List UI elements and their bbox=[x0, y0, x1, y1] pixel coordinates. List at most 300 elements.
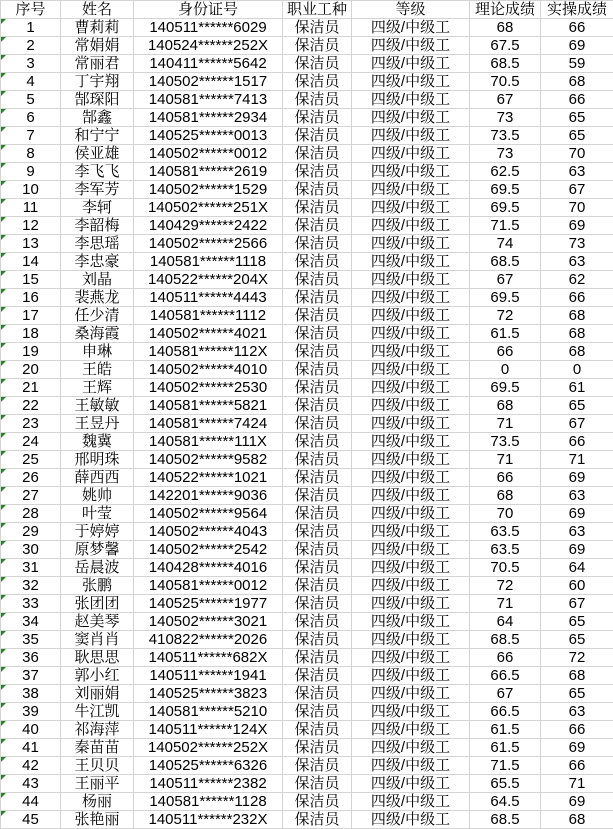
cell-id_number[interactable] bbox=[134, 199, 283, 217]
cell-id_number[interactable] bbox=[134, 271, 283, 289]
cell-index[interactable] bbox=[1, 793, 61, 811]
cell-name[interactable] bbox=[61, 127, 134, 145]
cell-id_number[interactable] bbox=[134, 253, 283, 271]
cell-name[interactable] bbox=[61, 415, 134, 433]
cell-practical_score[interactable] bbox=[541, 433, 613, 451]
cell-name[interactable] bbox=[61, 505, 134, 523]
cell-practical_score[interactable] bbox=[541, 541, 613, 559]
cell-name[interactable] bbox=[61, 325, 134, 343]
cell-theory_score[interactable] bbox=[470, 343, 541, 361]
cell-id_number[interactable] bbox=[134, 361, 283, 379]
cell-grade[interactable] bbox=[352, 271, 470, 289]
cell-name[interactable] bbox=[61, 73, 134, 91]
cell-id_number[interactable] bbox=[134, 37, 283, 55]
cell-grade[interactable] bbox=[352, 595, 470, 613]
cell-theory_score[interactable] bbox=[470, 793, 541, 811]
column-header-grade[interactable]: 等级 bbox=[352, 1, 470, 19]
cell-occupation[interactable] bbox=[283, 469, 352, 487]
cell-id_number[interactable] bbox=[134, 325, 283, 343]
cell-name[interactable] bbox=[61, 649, 134, 667]
cell-name[interactable] bbox=[61, 163, 134, 181]
cell-name[interactable] bbox=[61, 541, 134, 559]
cell-name[interactable] bbox=[61, 685, 134, 703]
cell-practical_score[interactable] bbox=[541, 577, 613, 595]
cell-grade[interactable] bbox=[352, 685, 470, 703]
cell-name[interactable] bbox=[61, 757, 134, 775]
cell-name[interactable] bbox=[61, 253, 134, 271]
cell-occupation[interactable] bbox=[283, 37, 352, 55]
cell-grade[interactable] bbox=[352, 361, 470, 379]
cell-practical_score[interactable] bbox=[541, 325, 613, 343]
cell-grade[interactable] bbox=[352, 199, 470, 217]
cell-index[interactable] bbox=[1, 73, 61, 91]
cell-grade[interactable] bbox=[352, 811, 470, 829]
cell-grade[interactable] bbox=[352, 523, 470, 541]
cell-index[interactable] bbox=[1, 505, 61, 523]
cell-index[interactable] bbox=[1, 577, 61, 595]
cell-name[interactable] bbox=[61, 217, 134, 235]
column-header-practical_score[interactable]: 实操成绩 bbox=[541, 1, 613, 19]
cell-occupation[interactable] bbox=[283, 181, 352, 199]
cell-index[interactable] bbox=[1, 145, 61, 163]
cell-grade[interactable] bbox=[352, 127, 470, 145]
cell-index[interactable] bbox=[1, 451, 61, 469]
cell-practical_score[interactable] bbox=[541, 811, 613, 829]
cell-practical_score[interactable] bbox=[541, 703, 613, 721]
cell-occupation[interactable] bbox=[283, 343, 352, 361]
cell-theory_score[interactable] bbox=[470, 505, 541, 523]
cell-name[interactable] bbox=[61, 613, 134, 631]
cell-occupation[interactable] bbox=[283, 91, 352, 109]
cell-index[interactable] bbox=[1, 775, 61, 793]
cell-occupation[interactable] bbox=[283, 217, 352, 235]
cell-grade[interactable] bbox=[352, 181, 470, 199]
cell-occupation[interactable] bbox=[283, 523, 352, 541]
cell-practical_score[interactable] bbox=[541, 667, 613, 685]
cell-occupation[interactable] bbox=[283, 487, 352, 505]
cell-occupation[interactable] bbox=[283, 757, 352, 775]
cell-name[interactable] bbox=[61, 469, 134, 487]
cell-index[interactable] bbox=[1, 487, 61, 505]
cell-occupation[interactable] bbox=[283, 793, 352, 811]
cell-practical_score[interactable] bbox=[541, 55, 613, 73]
cell-grade[interactable] bbox=[352, 667, 470, 685]
cell-name[interactable] bbox=[61, 307, 134, 325]
cell-theory_score[interactable] bbox=[470, 55, 541, 73]
cell-index[interactable] bbox=[1, 595, 61, 613]
cell-index[interactable] bbox=[1, 343, 61, 361]
cell-occupation[interactable] bbox=[283, 703, 352, 721]
cell-theory_score[interactable] bbox=[470, 73, 541, 91]
cell-theory_score[interactable] bbox=[470, 19, 541, 37]
cell-index[interactable] bbox=[1, 703, 61, 721]
cell-id_number[interactable] bbox=[134, 109, 283, 127]
cell-occupation[interactable] bbox=[283, 127, 352, 145]
cell-practical_score[interactable] bbox=[541, 649, 613, 667]
cell-occupation[interactable] bbox=[283, 505, 352, 523]
cell-theory_score[interactable] bbox=[470, 541, 541, 559]
cell-index[interactable] bbox=[1, 163, 61, 181]
cell-practical_score[interactable] bbox=[541, 109, 613, 127]
cell-theory_score[interactable] bbox=[470, 235, 541, 253]
cell-name[interactable] bbox=[61, 739, 134, 757]
cell-occupation[interactable] bbox=[283, 271, 352, 289]
cell-practical_score[interactable] bbox=[541, 631, 613, 649]
cell-grade[interactable] bbox=[352, 19, 470, 37]
cell-theory_score[interactable] bbox=[470, 181, 541, 199]
cell-id_number[interactable] bbox=[134, 397, 283, 415]
cell-practical_score[interactable] bbox=[541, 361, 613, 379]
cell-practical_score[interactable] bbox=[541, 451, 613, 469]
cell-index[interactable] bbox=[1, 685, 61, 703]
cell-id_number[interactable] bbox=[134, 523, 283, 541]
cell-occupation[interactable] bbox=[283, 253, 352, 271]
cell-grade[interactable] bbox=[352, 163, 470, 181]
cell-index[interactable] bbox=[1, 379, 61, 397]
cell-id_number[interactable] bbox=[134, 73, 283, 91]
cell-grade[interactable] bbox=[352, 91, 470, 109]
cell-occupation[interactable] bbox=[283, 739, 352, 757]
cell-practical_score[interactable] bbox=[541, 397, 613, 415]
cell-occupation[interactable] bbox=[283, 559, 352, 577]
cell-grade[interactable] bbox=[352, 559, 470, 577]
cell-grade[interactable] bbox=[352, 739, 470, 757]
cell-index[interactable] bbox=[1, 109, 61, 127]
cell-occupation[interactable] bbox=[283, 595, 352, 613]
cell-theory_score[interactable] bbox=[470, 37, 541, 55]
cell-practical_score[interactable] bbox=[541, 793, 613, 811]
cell-id_number[interactable] bbox=[134, 181, 283, 199]
cell-grade[interactable] bbox=[352, 253, 470, 271]
cell-id_number[interactable] bbox=[134, 235, 283, 253]
cell-theory_score[interactable] bbox=[470, 739, 541, 757]
cell-practical_score[interactable] bbox=[541, 343, 613, 361]
cell-theory_score[interactable] bbox=[470, 379, 541, 397]
cell-id_number[interactable] bbox=[134, 289, 283, 307]
cell-occupation[interactable] bbox=[283, 325, 352, 343]
cell-occupation[interactable] bbox=[283, 361, 352, 379]
cell-name[interactable] bbox=[61, 91, 134, 109]
cell-theory_score[interactable] bbox=[470, 91, 541, 109]
cell-occupation[interactable] bbox=[283, 667, 352, 685]
cell-grade[interactable] bbox=[352, 703, 470, 721]
cell-id_number[interactable] bbox=[134, 631, 283, 649]
cell-id_number[interactable] bbox=[134, 613, 283, 631]
cell-theory_score[interactable] bbox=[470, 559, 541, 577]
cell-name[interactable] bbox=[61, 451, 134, 469]
cell-practical_score[interactable] bbox=[541, 199, 613, 217]
cell-grade[interactable] bbox=[352, 307, 470, 325]
cell-practical_score[interactable] bbox=[541, 739, 613, 757]
cell-theory_score[interactable] bbox=[470, 469, 541, 487]
cell-name[interactable] bbox=[61, 703, 134, 721]
cell-grade[interactable] bbox=[352, 577, 470, 595]
cell-grade[interactable] bbox=[352, 487, 470, 505]
cell-practical_score[interactable] bbox=[541, 37, 613, 55]
cell-theory_score[interactable] bbox=[470, 415, 541, 433]
cell-id_number[interactable] bbox=[134, 649, 283, 667]
cell-theory_score[interactable] bbox=[470, 721, 541, 739]
cell-id_number[interactable] bbox=[134, 433, 283, 451]
cell-name[interactable] bbox=[61, 235, 134, 253]
cell-id_number[interactable] bbox=[134, 379, 283, 397]
cell-grade[interactable] bbox=[352, 235, 470, 253]
cell-grade[interactable] bbox=[352, 721, 470, 739]
cell-theory_score[interactable] bbox=[470, 199, 541, 217]
cell-occupation[interactable] bbox=[283, 163, 352, 181]
cell-practical_score[interactable] bbox=[541, 415, 613, 433]
cell-theory_score[interactable] bbox=[470, 703, 541, 721]
cell-occupation[interactable] bbox=[283, 199, 352, 217]
column-header-name[interactable]: 姓名 bbox=[61, 1, 134, 19]
cell-index[interactable] bbox=[1, 307, 61, 325]
cell-name[interactable] bbox=[61, 271, 134, 289]
cell-practical_score[interactable] bbox=[541, 181, 613, 199]
cell-index[interactable] bbox=[1, 811, 61, 829]
cell-theory_score[interactable] bbox=[470, 433, 541, 451]
cell-occupation[interactable] bbox=[283, 235, 352, 253]
cell-theory_score[interactable] bbox=[470, 631, 541, 649]
cell-occupation[interactable] bbox=[283, 145, 352, 163]
cell-id_number[interactable] bbox=[134, 145, 283, 163]
cell-id_number[interactable] bbox=[134, 703, 283, 721]
cell-id_number[interactable] bbox=[134, 775, 283, 793]
cell-practical_score[interactable] bbox=[541, 235, 613, 253]
cell-name[interactable] bbox=[61, 55, 134, 73]
cell-occupation[interactable] bbox=[283, 541, 352, 559]
cell-grade[interactable] bbox=[352, 451, 470, 469]
cell-name[interactable] bbox=[61, 577, 134, 595]
cell-theory_score[interactable] bbox=[470, 577, 541, 595]
column-header-index[interactable]: 序号 bbox=[1, 1, 61, 19]
cell-practical_score[interactable] bbox=[541, 757, 613, 775]
cell-occupation[interactable] bbox=[283, 685, 352, 703]
cell-practical_score[interactable] bbox=[541, 289, 613, 307]
cell-theory_score[interactable] bbox=[470, 613, 541, 631]
cell-practical_score[interactable] bbox=[541, 217, 613, 235]
cell-practical_score[interactable] bbox=[541, 469, 613, 487]
cell-grade[interactable] bbox=[352, 343, 470, 361]
cell-grade[interactable] bbox=[352, 37, 470, 55]
cell-index[interactable] bbox=[1, 757, 61, 775]
cell-id_number[interactable] bbox=[134, 415, 283, 433]
cell-id_number[interactable] bbox=[134, 721, 283, 739]
cell-theory_score[interactable] bbox=[470, 397, 541, 415]
cell-grade[interactable] bbox=[352, 217, 470, 235]
cell-theory_score[interactable] bbox=[470, 775, 541, 793]
cell-theory_score[interactable] bbox=[470, 289, 541, 307]
cell-occupation[interactable] bbox=[283, 415, 352, 433]
cell-id_number[interactable] bbox=[134, 541, 283, 559]
cell-name[interactable] bbox=[61, 433, 134, 451]
cell-id_number[interactable] bbox=[134, 343, 283, 361]
cell-occupation[interactable] bbox=[283, 775, 352, 793]
cell-theory_score[interactable] bbox=[470, 595, 541, 613]
cell-practical_score[interactable] bbox=[541, 379, 613, 397]
cell-id_number[interactable] bbox=[134, 739, 283, 757]
cell-id_number[interactable] bbox=[134, 793, 283, 811]
cell-occupation[interactable] bbox=[283, 649, 352, 667]
cell-grade[interactable] bbox=[352, 109, 470, 127]
cell-name[interactable] bbox=[61, 19, 134, 37]
cell-occupation[interactable] bbox=[283, 721, 352, 739]
cell-index[interactable] bbox=[1, 415, 61, 433]
cell-id_number[interactable] bbox=[134, 487, 283, 505]
cell-occupation[interactable] bbox=[283, 379, 352, 397]
cell-name[interactable] bbox=[61, 379, 134, 397]
cell-occupation[interactable] bbox=[283, 397, 352, 415]
cell-index[interactable] bbox=[1, 127, 61, 145]
cell-id_number[interactable] bbox=[134, 505, 283, 523]
cell-name[interactable] bbox=[61, 667, 134, 685]
cell-occupation[interactable] bbox=[283, 307, 352, 325]
cell-index[interactable] bbox=[1, 253, 61, 271]
cell-practical_score[interactable] bbox=[541, 91, 613, 109]
cell-theory_score[interactable] bbox=[470, 217, 541, 235]
cell-index[interactable] bbox=[1, 325, 61, 343]
cell-id_number[interactable] bbox=[134, 559, 283, 577]
cell-occupation[interactable] bbox=[283, 613, 352, 631]
cell-occupation[interactable] bbox=[283, 433, 352, 451]
cell-practical_score[interactable] bbox=[541, 145, 613, 163]
cell-index[interactable] bbox=[1, 289, 61, 307]
cell-theory_score[interactable] bbox=[470, 253, 541, 271]
cell-name[interactable] bbox=[61, 775, 134, 793]
cell-theory_score[interactable] bbox=[470, 487, 541, 505]
cell-id_number[interactable] bbox=[134, 811, 283, 829]
cell-theory_score[interactable] bbox=[470, 361, 541, 379]
cell-index[interactable] bbox=[1, 523, 61, 541]
cell-id_number[interactable] bbox=[134, 469, 283, 487]
cell-grade[interactable] bbox=[352, 289, 470, 307]
cell-name[interactable] bbox=[61, 199, 134, 217]
column-header-id_number[interactable]: 身份证号 bbox=[134, 1, 283, 19]
cell-name[interactable] bbox=[61, 487, 134, 505]
cell-theory_score[interactable] bbox=[470, 109, 541, 127]
cell-name[interactable] bbox=[61, 793, 134, 811]
cell-index[interactable] bbox=[1, 235, 61, 253]
cell-name[interactable] bbox=[61, 289, 134, 307]
cell-grade[interactable] bbox=[352, 505, 470, 523]
cell-id_number[interactable] bbox=[134, 577, 283, 595]
cell-id_number[interactable] bbox=[134, 19, 283, 37]
cell-practical_score[interactable] bbox=[541, 721, 613, 739]
cell-grade[interactable] bbox=[352, 397, 470, 415]
cell-name[interactable] bbox=[61, 397, 134, 415]
cell-id_number[interactable] bbox=[134, 757, 283, 775]
cell-index[interactable] bbox=[1, 631, 61, 649]
cell-name[interactable] bbox=[61, 343, 134, 361]
cell-id_number[interactable] bbox=[134, 127, 283, 145]
cell-name[interactable] bbox=[61, 559, 134, 577]
cell-index[interactable] bbox=[1, 739, 61, 757]
cell-index[interactable] bbox=[1, 55, 61, 73]
cell-index[interactable] bbox=[1, 433, 61, 451]
cell-id_number[interactable] bbox=[134, 667, 283, 685]
cell-index[interactable] bbox=[1, 667, 61, 685]
cell-grade[interactable] bbox=[352, 325, 470, 343]
column-header-occupation[interactable]: 职业工种 bbox=[283, 1, 352, 19]
cell-practical_score[interactable] bbox=[541, 73, 613, 91]
cell-practical_score[interactable] bbox=[541, 613, 613, 631]
cell-theory_score[interactable] bbox=[470, 667, 541, 685]
cell-index[interactable] bbox=[1, 649, 61, 667]
cell-name[interactable] bbox=[61, 721, 134, 739]
cell-id_number[interactable] bbox=[134, 91, 283, 109]
cell-practical_score[interactable] bbox=[541, 505, 613, 523]
cell-name[interactable] bbox=[61, 631, 134, 649]
cell-id_number[interactable] bbox=[134, 55, 283, 73]
cell-grade[interactable] bbox=[352, 757, 470, 775]
cell-grade[interactable] bbox=[352, 793, 470, 811]
cell-grade[interactable] bbox=[352, 649, 470, 667]
cell-theory_score[interactable] bbox=[470, 271, 541, 289]
cell-practical_score[interactable] bbox=[541, 19, 613, 37]
cell-index[interactable] bbox=[1, 199, 61, 217]
cell-name[interactable] bbox=[61, 109, 134, 127]
cell-grade[interactable] bbox=[352, 73, 470, 91]
cell-occupation[interactable] bbox=[283, 73, 352, 91]
cell-theory_score[interactable] bbox=[470, 127, 541, 145]
cell-index[interactable] bbox=[1, 721, 61, 739]
cell-practical_score[interactable] bbox=[541, 685, 613, 703]
cell-id_number[interactable] bbox=[134, 307, 283, 325]
cell-name[interactable] bbox=[61, 523, 134, 541]
cell-name[interactable] bbox=[61, 361, 134, 379]
cell-grade[interactable] bbox=[352, 613, 470, 631]
cell-theory_score[interactable] bbox=[470, 757, 541, 775]
cell-theory_score[interactable] bbox=[470, 307, 541, 325]
cell-theory_score[interactable] bbox=[470, 145, 541, 163]
cell-name[interactable] bbox=[61, 595, 134, 613]
cell-practical_score[interactable] bbox=[541, 559, 613, 577]
cell-practical_score[interactable] bbox=[541, 271, 613, 289]
cell-id_number[interactable] bbox=[134, 685, 283, 703]
cell-theory_score[interactable] bbox=[470, 325, 541, 343]
cell-name[interactable] bbox=[61, 37, 134, 55]
cell-index[interactable] bbox=[1, 469, 61, 487]
cell-occupation[interactable] bbox=[283, 289, 352, 307]
cell-theory_score[interactable] bbox=[470, 649, 541, 667]
cell-index[interactable] bbox=[1, 181, 61, 199]
cell-grade[interactable] bbox=[352, 433, 470, 451]
cell-occupation[interactable] bbox=[283, 55, 352, 73]
cell-theory_score[interactable] bbox=[470, 523, 541, 541]
cell-id_number[interactable] bbox=[134, 163, 283, 181]
column-header-theory_score[interactable]: 理论成绩 bbox=[470, 1, 541, 19]
cell-practical_score[interactable] bbox=[541, 127, 613, 145]
cell-grade[interactable] bbox=[352, 469, 470, 487]
cell-id_number[interactable] bbox=[134, 217, 283, 235]
cell-theory_score[interactable] bbox=[470, 163, 541, 181]
cell-occupation[interactable] bbox=[283, 811, 352, 829]
cell-grade[interactable] bbox=[352, 775, 470, 793]
cell-index[interactable] bbox=[1, 91, 61, 109]
cell-index[interactable] bbox=[1, 559, 61, 577]
cell-theory_score[interactable] bbox=[470, 451, 541, 469]
cell-practical_score[interactable] bbox=[541, 775, 613, 793]
cell-index[interactable] bbox=[1, 541, 61, 559]
cell-index[interactable] bbox=[1, 397, 61, 415]
cell-grade[interactable] bbox=[352, 541, 470, 559]
cell-occupation[interactable] bbox=[283, 631, 352, 649]
cell-index[interactable] bbox=[1, 613, 61, 631]
cell-occupation[interactable] bbox=[283, 577, 352, 595]
cell-practical_score[interactable] bbox=[541, 253, 613, 271]
cell-id_number[interactable] bbox=[134, 451, 283, 469]
cell-theory_score[interactable] bbox=[470, 811, 541, 829]
cell-occupation[interactable] bbox=[283, 109, 352, 127]
